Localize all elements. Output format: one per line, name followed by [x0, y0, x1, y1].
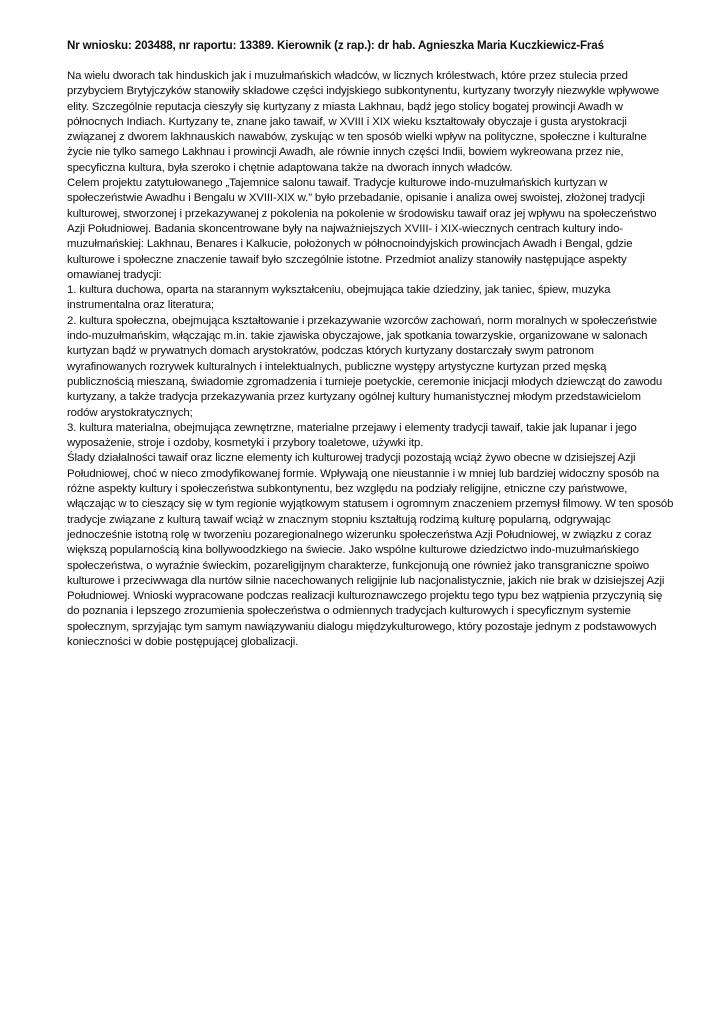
- paragraph-project-goal: Celem projektu zatytułowanego „Tajemnice salonu tawaif. Tradycje kulturowe indo-muzułmańskich kurtyzan w społeczeństwie Awadhu i Bengalu w XVIII-XIX w.” było przebadanie, opisanie i analiza owej swoistej, złożonej tradycji kulturowej, stworzonej i przekazywanej z pokolenia na pokolenie w środowisku tawaif oraz jej wpływu na społeczeństwo Azji Południowej. Badania skoncentrowane były na najważniejszych XVIII- i XIX-wiecznych centrach kultury indo-muzułmańskiej: Lakhnau, Benares i Kalkucie, położonych w północnoindyjskich prowincjach Awadh i Bengal, gdzie kulturowe i społeczne znaczenie tawaif było szczególnie istotne. Przedmiot analizy stanowiły następujące aspekty omawianej tradycji:: [67, 177, 657, 281]
- paragraph-aspect-social: 2. kultura społeczna, obejmująca kształtowanie i przekazywanie wzorców zachowań, norm moralnych w społeczeństwie indo-muzułmańskim, włączając m.in. takie zjawiska obyczajowe, jak spotkania towarzyskie, organizowane w salonach kurtyzan bądź w prywatnych domach arystokratów, podczas których kurtyzany dostarczały swym patronom wyrafinowanych rozrywek kulturalnych i intelektualnych, publiczne występy artystyczne kurtyzan przed męską publicznością mieszaną, świadomie zgromadzenia i turnieje poetyckie, ceremonie inicjacji młodych dziewcząt do zawodu kurtyzany, a także tradycja przekazywania przez kurtyzany ogólnej kultury humanistycznej młodym przedstawicielom rodów arystokratycznych;: [67, 314, 663, 419]
- report-body: [67, 69, 674, 650]
- report-header: Nr wniosku: 203488, nr raportu: 13389. Kierownik (z rap.): dr hab. Agnieszka Maria Kuczkiewicz-Fraś: [67, 39, 604, 52]
- paragraph-aspect-spiritual: 1. kultura duchowa, oparta na starannym wykształceniu, obejmująca takie dziedziny, jak taniec, śpiew, muzyka instrumentalna oraz literatura;: [67, 284, 611, 312]
- paragraph-conclusions: Ślady działalności tawaif oraz liczne elementy ich kulturowej tradycji pozostają wciąż żywo obecne w dzisiejszej Azji Południowej, choć w nieco zmodyfikowanej formie. Wpływają one nieustannie i w mniej lub bardziej widoczny sposób na różne aspekty kultury i społeczeństwa subkontynentu, bez względu na podziały religijne, etniczne czy państwowe, włączając w to cieszący się w tym regionie wyjątkowym statusem i ogromnym znaczeniem przemysł filmowy. W ten sposób tradycje związane z kulturą tawaif wciąż w znacznym stopniu kształtują rodzimą kulturę popularną, odgrywając jednocześnie istotną rolę w tworzeniu pozaregionalnego wizerunku społeczeństwa Azji Południowej, w związku z coraz większą popularnością kina bollywoodzkiego na świecie. Jako wspólne kulturowe dziedzictwo indo-muzułmańskiego społeczeństwa, o wyraźnie świeckim, pozareligijnym charakterze, funkcjonują one również jako transgraniczne spoiwo kulturowe i przeciwwaga dla nurtów silnie nacechowanych religijnie lub nacjonalistycznie, jakich nie brak w dzisiejszej Azji Południowej. Wnioski wypracowane podczas realizacji kulturoznawczego projektu tego typu bez wątpienia przyczynią się do poznania i lepszego zrozumienia społeczeństwa o odmiennych tradycjach kulturowych i specyficznym systemie społecznym, sprzyjając tym samym nawiązywaniu dialogu międzykulturowego, który pozostaje jednym z podstawowych konieczności w dobie postępującej globalizacji.: [67, 452, 674, 648]
- paragraph-intro: Na wielu dworach tak hinduskich jak i muzułmańskich władców, w licznych królestwach, które przez stulecia przed przybyciem Brytyjczyków stanowiły składowe części indyjskiego subkontynentu, kurtyzany tworzyły niezwykle wpływowe elity. Szczególnie reputacja cieszyły się kurtyzany z miasta Lakhnau, bądź jego stolicy bogatej prowincji Awadh w północnych Indiach. Kurtyzany te, znane jako tawaif, w XVIII i XIX wieku kształtowały obyczaje i gusta arystokracji związanej z dworem lakhnauskich nawabów, zyskując w ten sposób wielki wpływ na polityczne, społeczne i kulturalne życie nie tylko samego Lakhnau i prowincji Awadh, ale równie innych części Indii, bowiem wykreowana przez nie, specyficzna kultura, była szeroko i chętnie adaptowana także na dworach innych władców.: [67, 70, 660, 174]
- paragraph-aspect-material: 3. kultura materialna, obejmująca zewnętrzne, materialne przejawy i elementy tradycji tawaif, takie jak lupanar i jego wyposażenie, stroje i ozdoby, kosmetyki i przybory toaletowe, używki itp.: [67, 421, 637, 450]
